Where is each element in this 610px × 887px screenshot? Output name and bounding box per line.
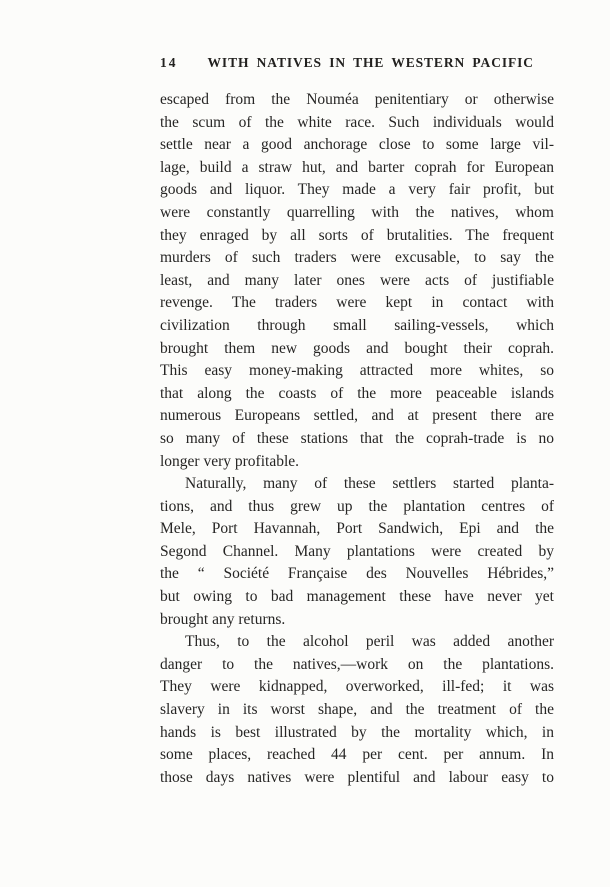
text-line: hands is best illustrated by the mortality which, in [160,723,554,741]
text-line: numerous Europeans settled, and at present there are [160,407,554,425]
text-line: escaped from the Nouméa penitentiary or otherwise [160,91,554,108]
text-line: goods and liquor. They made a very fair profit, but [160,181,554,199]
text-line: least, and many later ones were acts of justifiable [160,271,554,289]
paragraph [160,631,554,789]
text-line: lage, build a straw hut, and barter coprah for European [160,158,554,176]
page-body [160,89,554,789]
text-line: they enraged by all sorts of brutalities. The frequent [160,226,554,244]
text-line: but owing to bad management these have never yet [160,588,554,606]
text-line: so many of these stations that the coprah-trade is no [160,429,554,447]
paragraph [160,473,554,631]
paragraph [160,89,554,473]
page-header [160,55,554,71]
text-line: tions, and thus grew up the plantation centres of [160,497,554,515]
text-line: that along the coasts of the more peaceable islands [160,384,554,402]
running-title: WITH NATIVES IN THE WESTERN PACIFIC [207,55,534,70]
text-line: murders of such traders were excusable, to say the [160,249,554,267]
text-line: were constantly quarrelling with the natives, whom [160,203,554,221]
text-line: settle near a good anchorage close to some large vil- [160,136,554,154]
text-line: This easy money-making attracted more whites, so [160,362,554,380]
text-line: slavery in its worst shape, and the treatment of the [160,701,554,719]
page-number: 14 [160,55,178,70]
text-line: Mele, Port Havannah, Port Sandwich, Epi and the [160,520,554,538]
text-line: Thus, to the alcohol peril was added another [185,633,554,651]
text-line: revenge. The traders were kept in contact with [160,294,554,312]
text-line: brought any returns. [160,610,286,628]
text-line: the scum of the white race. Such individuals would [160,113,554,131]
text-line: brought them new goods and bought their coprah. [160,339,554,357]
text-line: longer very profitable. [160,452,300,470]
text-line: danger to the natives,—work on the plantations. [160,655,554,673]
text-line: the “ Société Française des Nouvelles Hébrides,” [160,565,554,583]
text-line: They were kidnapped, overworked, ill-fed; it was [160,678,554,696]
text-line: those days natives were plentiful and labour easy to [160,768,554,786]
text-line: Segond Channel. Many plantations were created by [160,542,554,560]
text-line: civilization through small sailing-vessels, which [160,316,554,334]
text-line: Naturally, many of these settlers started planta- [185,475,554,493]
text-line: some places, reached 44 per cent. per annum. In [160,746,554,764]
